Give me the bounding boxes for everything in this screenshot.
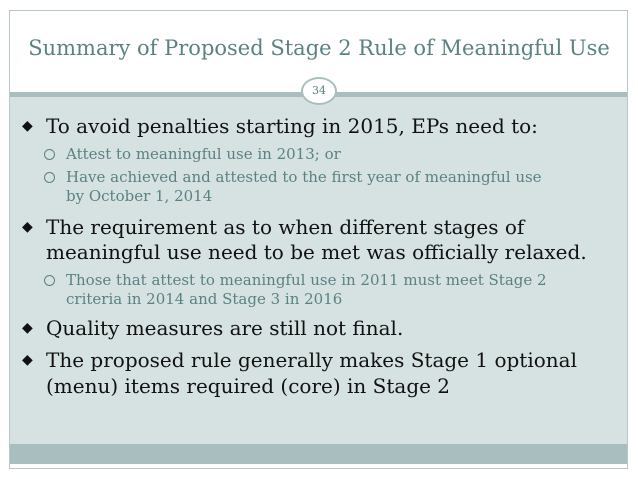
ring-bullet-icon bbox=[44, 172, 55, 183]
bullet-diamond-icon: ◆ bbox=[22, 352, 33, 368]
ring-bullet-icon bbox=[44, 149, 55, 160]
bullet-text: To avoid penalties starting in 2015, EPs need to: bbox=[46, 114, 538, 138]
sub-bullet-text: Have achieved and attested to the first year of meaningful use bbox=[66, 168, 542, 186]
bottom-band bbox=[10, 444, 627, 464]
bullet-diamond-icon: ◆ bbox=[22, 219, 33, 235]
slide-number: 34 bbox=[301, 77, 337, 105]
bullet-text: meaningful use need to be met was officially relaxed. bbox=[46, 240, 587, 264]
sub-bullet-text: criteria in 2014 and Stage 3 in 2016 bbox=[66, 290, 343, 308]
sub-bullet-text: Those that attest to meaningful use in 2011 must meet Stage 2 bbox=[66, 271, 547, 289]
bullet-diamond-icon: ◆ bbox=[22, 118, 33, 134]
sub-bullet-text: Attest to meaningful use in 2013; or bbox=[66, 145, 341, 163]
bullet-text: Quality measures are still not final. bbox=[46, 316, 404, 340]
sub-bullet-text: by October 1, 2014 bbox=[66, 187, 213, 205]
ring-bullet-icon bbox=[44, 275, 55, 286]
bullet-text: The proposed rule generally makes Stage 1 optional bbox=[46, 348, 577, 372]
slide-title: Summary of Proposed Stage 2 Rule of Meaningful Use bbox=[28, 36, 610, 60]
bullet-diamond-icon: ◆ bbox=[22, 320, 33, 336]
bullet-text: (menu) items required (core) in Stage 2 bbox=[46, 374, 451, 398]
bullet-text: The requirement as to when different stages of bbox=[46, 215, 525, 239]
